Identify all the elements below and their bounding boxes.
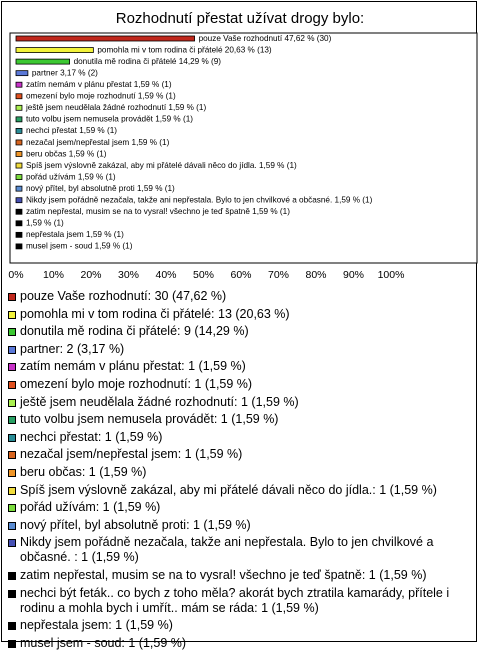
legend-swatch: [8, 399, 16, 407]
bar-label: pouze Vaše rozhodnutí 47,62 % (30): [198, 33, 332, 43]
bar: [16, 152, 22, 157]
bar-label: nepřestala jsem 1,59 % (1): [25, 230, 124, 240]
x-tick-label: 40%: [155, 269, 177, 281]
legend-swatch: [8, 451, 16, 459]
legend-item: [8, 307, 474, 322]
legend-item: [8, 412, 474, 427]
bar: [16, 232, 22, 237]
bar: [16, 244, 22, 249]
x-tick-label: 20%: [80, 269, 102, 281]
x-tick-label: 70%: [267, 269, 290, 281]
legend-label: donutila mě rodina či přátelé: 9 (14,29 %): [20, 324, 249, 339]
x-tick-label: 0%: [8, 269, 24, 281]
legend-swatch: [8, 293, 16, 301]
bar-label: zatim nepřestal, musim se na to vysral! všechno je teď špatně 1,59 % (1): [25, 207, 290, 217]
bar-label: omezení bylo moje rozhodnutí 1,59 % (1): [25, 91, 176, 101]
legend-item: [8, 518, 474, 533]
bar-label: pomohla mi v tom rodina či přátelé 20,63 % (13): [97, 45, 272, 55]
legend-item: [8, 359, 474, 374]
bar: [16, 59, 70, 64]
bar: [16, 198, 22, 203]
legend-label: tuto volbu jsem nemusela provádět: 1 (1,59 %): [20, 412, 279, 427]
bar-label: 1,59 % (1): [25, 218, 64, 228]
bar: [16, 140, 22, 145]
legend-item: [8, 342, 474, 357]
bar: [16, 163, 22, 168]
legend-label: nezačal jsem/nepřestal jsem: 1 (1,59 %): [20, 447, 243, 462]
legend-label: Spíš jsem výslovně zakázal, aby mi přátelé dávali něco do jídla.: 1 (1,59 %): [20, 482, 437, 497]
legend-swatch: [8, 622, 16, 630]
legend-label: nechci přestat: 1 (1,59 %): [20, 429, 163, 444]
bar-label: partner 3,17 % (2): [31, 68, 98, 78]
legend-item: [8, 483, 474, 498]
legend-label: zatím nemám v plánu přestat: 1 (1,59 %): [20, 359, 246, 374]
legend-swatch: [8, 381, 16, 389]
bar: [16, 105, 22, 110]
bar: [16, 71, 28, 76]
bar-label: ještě jsem neudělala žádné rozhodnutí 1,59 % (1): [25, 103, 207, 113]
legend-swatch: [8, 504, 16, 512]
bar-label: nezačal jsem/nepřestal jsem 1,59 % (1): [25, 137, 170, 147]
bar-label: musel jsem - soud 1,59 % (1): [25, 241, 133, 251]
legend-swatch: [8, 572, 16, 580]
legend-label: pomohla mi v tom rodina či přátelé: 13 (20,63 %): [20, 306, 290, 321]
bar-label: nový přítel, byl absolutně proti 1,59 % (1): [25, 183, 175, 193]
legend-item: [8, 430, 474, 445]
chart-legend: [8, 289, 474, 653]
bar: [16, 94, 22, 99]
legend-swatch: [8, 590, 16, 598]
x-tick-label: 50%: [192, 269, 215, 281]
legend-swatch: [8, 328, 16, 336]
legend-item: [8, 568, 474, 583]
legend-label: Nikdy jsem pořádně nezačala, takže ani nepřestala. Bylo to jen chvilkové a občasné. : 1 (1,59 %): [20, 535, 434, 565]
legend-label: musel jsem - soud: 1 (1,59 %): [20, 635, 187, 650]
legend-label: nový přítel, byl absolutně proti: 1 (1,59 %): [20, 517, 251, 532]
legend-swatch: [8, 434, 16, 442]
legend-item: [8, 377, 474, 392]
legend-label: nechci být feták.. co bych z toho měla? akorát bych ztratila kamarády, přítele i rodinu a mohla bych i umřít.. mám se ráda: 1 (1,59 %): [20, 585, 450, 615]
legend-item: [8, 636, 474, 651]
legend-item: [8, 447, 474, 462]
bar-label: zatím nemám v plánu přestat 1,59 % (1): [25, 80, 172, 89]
legend-item: [8, 586, 474, 616]
legend-swatch: [8, 363, 16, 371]
bar-label: nechci přestat 1,59 % (1): [25, 126, 117, 136]
bar-label: Spíš jsem výslovně zakázal, aby mi přátelé dávali něco do jídla. 1,59 % (1): [25, 160, 297, 170]
legend-item: [8, 324, 474, 339]
bar: [16, 186, 22, 191]
x-tick-label: 90%: [342, 269, 365, 281]
x-tick-label: 100%: [377, 269, 405, 281]
legend-label: ještě jsem neudělala žádné rozhodnutí: 1 (1,59 %): [20, 394, 299, 409]
bar: [16, 128, 22, 133]
legend-label: nepřestala jsem: 1 (1,59 %): [20, 618, 173, 633]
legend-label: beru občas: 1 (1,59 %): [20, 464, 147, 479]
legend-label: partner: 2 (3,17 %): [20, 341, 125, 356]
x-tick-label: 60%: [230, 269, 252, 281]
bar-label: beru občas 1,59 % (1): [25, 149, 107, 159]
bar-label: tuto volbu jsem nemusela provádět 1,59 % (1): [25, 114, 193, 124]
legend-swatch: [8, 522, 16, 530]
legend-label: pouze Vaše rozhodnutí: 30 (47,62 %): [20, 289, 227, 303]
legend-item: [8, 535, 474, 565]
bar-label: donutila mě rodina či přátelé 14,29 % (9): [73, 56, 222, 66]
x-tick-label: 10%: [42, 269, 65, 281]
legend-item: [8, 500, 474, 515]
bar: [16, 82, 22, 87]
legend-swatch: [8, 346, 16, 354]
legend-label: omezení bylo moje rozhodnutí: 1 (1,59 %): [20, 376, 253, 391]
legend-swatch: [8, 487, 16, 495]
legend-item: [8, 465, 474, 480]
legend-swatch: [8, 416, 16, 424]
x-tick-label: 80%: [305, 269, 327, 281]
x-tick-label: 30%: [117, 269, 140, 281]
chart-title: Rozhodnutí přestat užívat drogy bylo:: [115, 10, 365, 27]
bar-label: pořád užívám 1,59 % (1): [25, 172, 116, 182]
legend-swatch: [8, 469, 16, 477]
bar-label: Nikdy jsem pořádně nezačala, takže ani nepřestala. Bylo to jen chvilkové a občasné. 1,59 % (1): [25, 195, 373, 205]
legend-label: pořád užívám: 1 (1,59 %): [20, 500, 161, 515]
legend-item: [8, 289, 474, 304]
legend-item: [8, 618, 474, 633]
legend-label: zatim nepřestal, musim se na to vysral! všechno je teď špatně: 1 (1,59 %): [20, 567, 427, 582]
legend-swatch: [8, 640, 16, 648]
legend-swatch: [8, 539, 16, 547]
bar: [16, 117, 22, 122]
bar-chart: [0, 0, 480, 290]
bar: [16, 48, 93, 53]
bar: [16, 36, 195, 41]
bar: [16, 175, 22, 180]
legend-swatch: [8, 311, 16, 319]
bar: [16, 221, 22, 226]
bar: [16, 209, 22, 214]
legend-item: [8, 395, 474, 410]
